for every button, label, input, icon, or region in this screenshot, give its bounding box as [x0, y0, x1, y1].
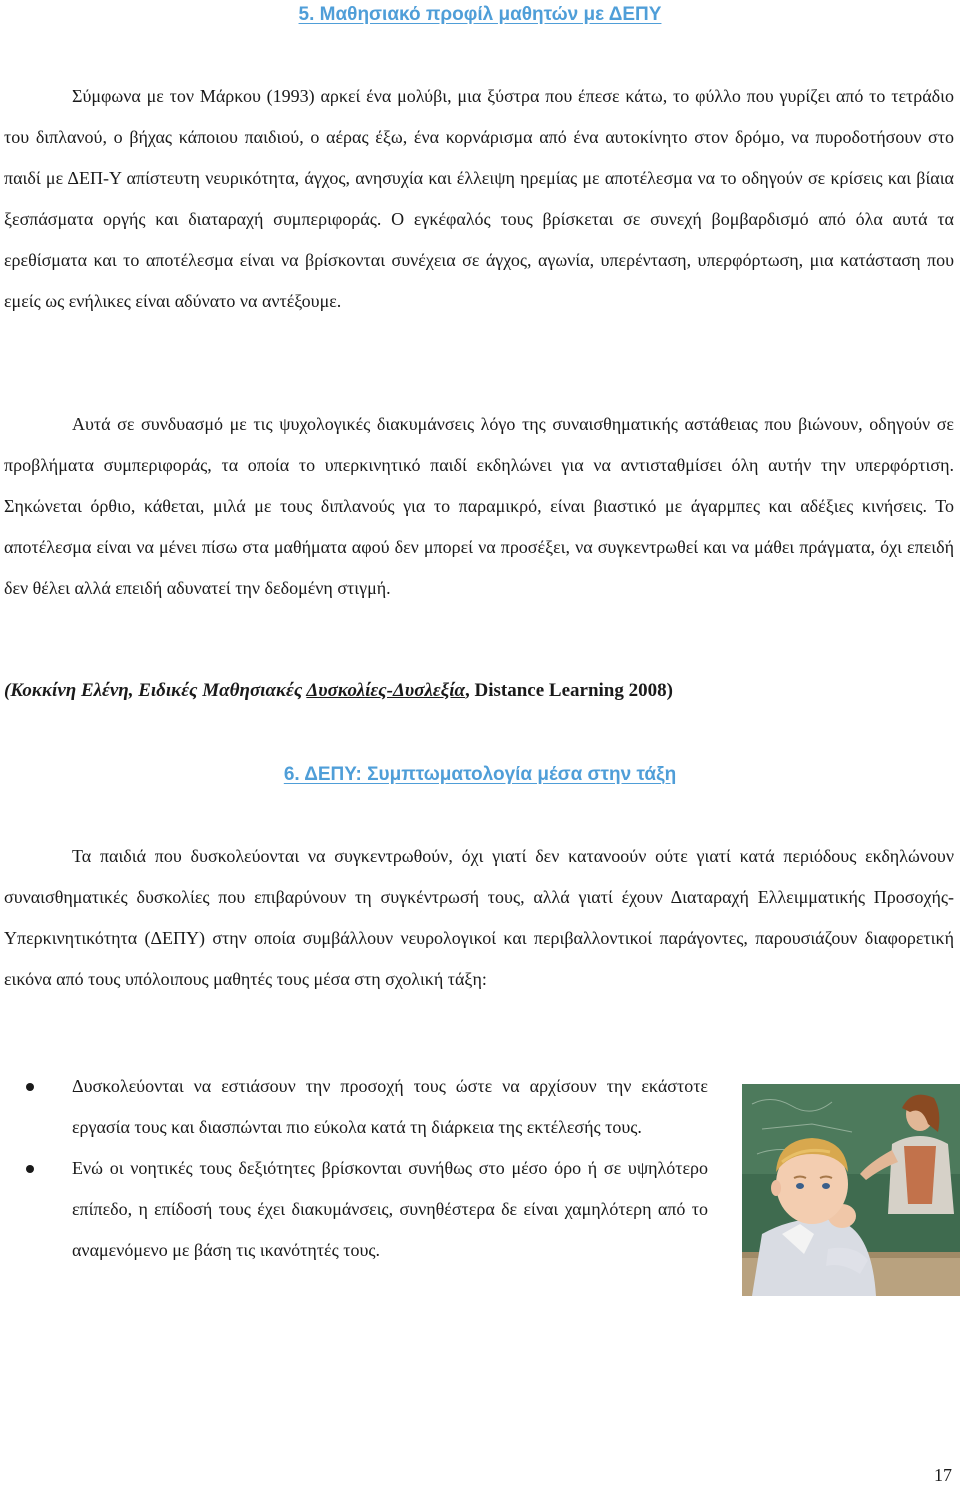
symptom-list: [0, 1066, 720, 1271]
citation-author: Κοκκίνη Ελένη,: [10, 680, 139, 701]
section-5-paragraph-1: [4, 76, 954, 322]
citation-open: (: [4, 680, 11, 701]
citation-title-1: Ειδικές Μαθησιακές: [138, 680, 307, 701]
section-6-heading: 6. ΔΕΠΥ: Συμπτωματολογία μέσα στην τάξη: [283, 764, 677, 785]
section-6-paragraph: [4, 836, 954, 1000]
bullet-icon: [26, 1165, 34, 1173]
page-number: 17: [934, 1465, 952, 1485]
section-5-heading: 5. Μαθησιακό προφίλ μαθητών με ΔΕΠΥ: [298, 4, 662, 25]
list-item-text: Δυσκολεύονται να εστιάσουν την προσοχή τους ώστε να αρχίσουν την εκάστοτε εργασία τους και διασπώνται πιο εύκολα κατά τη διάρκεια της εκτέλεσής τους.: [72, 1076, 708, 1137]
bullet-icon: [26, 1083, 34, 1091]
paragraph-text: Αυτά σε συνδυασμό με τις ψυχολογικές διακυμάνσεις λόγο της συναισθηματικής αστάθειας που βιώνουν, οδηγούν σε προβλήματα συμπεριφοράς, τα οποία το υπερκινητικό παιδί εκδηλώνει για να αντισταθμίσει όλη αυτήν την υπερφόρτιση. Σηκώνεται όρθιο, κάθεται, μιλά με τους διπλανούς για το παραμικρό, είναι βιαστικό με άγαρμπες και αδέξιες κινήσεις. Το αποτέλεσμα είναι να μένει πίσω στα μαθήματα αφού δεν μπορεί να προσέξει, να συγκεντρωθεί και να μάθει πράγματα, όχι επειδή δεν θέλει αλλά επειδή αδυνατεί την δεδομένη στιγμή.: [4, 414, 954, 598]
list-item: [0, 1148, 708, 1271]
section-5-paragraph-2: [4, 404, 954, 609]
paragraph-text: Τα παιδιά που δυσκολεύονται να συγκεντρωθούν, όχι γιατί δεν κατανοούν ούτε γιατί κατά περιόδους εκδηλώνουν συναισθηματικές δυσκολίες που επιβαρύνουν τη συγκέντρωσή τους, αλλά γιατί έχουν Διαταραχή Ελλειμματικής Προσοχής-Υπερκινητικότητα (ΔΕΠΥ) στην οποία συμβάλλουν νευρολογικοί και περιβαλλοντικοί παράγοντες, παρουσιάζουν διαφορετική εικόνα από τους υπόλοιπους μαθητές τους μέσα στη σχολική τάξη:: [4, 846, 954, 989]
paragraph-text: Σύμφωνα με τον Μάρκου (1993) αρκεί ένα μολύβι, μια ξύστρα που έπεσε κάτω, το φύλλο που γυρίζει από το τετράδιο του διπλανού, ο βήχας κάποιου παιδιού, ο αέρας έξω, ένα κορνάρισμα από ένα αυτοκίνητο στον δρόμο, να πυροδοτήσουν στο παιδί με ΔΕΠ-Υ απίστευτη νευρικότητα, άγχος, ανησυχία και έλλειψη ηρεμίας με αποτέλεσμα να το οδηγούν σε κρίσεις και βίαια ξεσπάσματα οργής και διαταραχή συμπεριφοράς. Ο εγκέφαλός τους βρίσκεται σε συνεχή βομβαρδισμό από όλα αυτά τα ερεθίσματα και το αποτέλεσμα είναι να βρίσκονται συνέχεια σε άγχος, αγωνία, υπερένταση, υπερφόρτωση, μια κατάσταση που εμείς ως ενήλικες είναι αδύνατο να αντέξουμε.: [4, 86, 954, 311]
classroom-boy-illustration: [742, 1084, 960, 1296]
citation-rest: , Distance Learning 2008): [465, 680, 673, 701]
citation-title-2: Δυσκολίες-Δυσλεξία: [306, 680, 465, 701]
list-item: [0, 1066, 708, 1148]
citation: [4, 680, 954, 702]
list-item-text: Ενώ οι νοητικές τους δεξιότητες βρίσκονται συνήθως στο μέσο όρο ή σε υψηλότερο επίπεδο, η επίδοσή τους έχει διακυμάνσεις, συνηθέστερα δε είναι χαμηλότερη από το αναμενόμενο με βάση τις ικανότητές τους.: [72, 1158, 708, 1260]
